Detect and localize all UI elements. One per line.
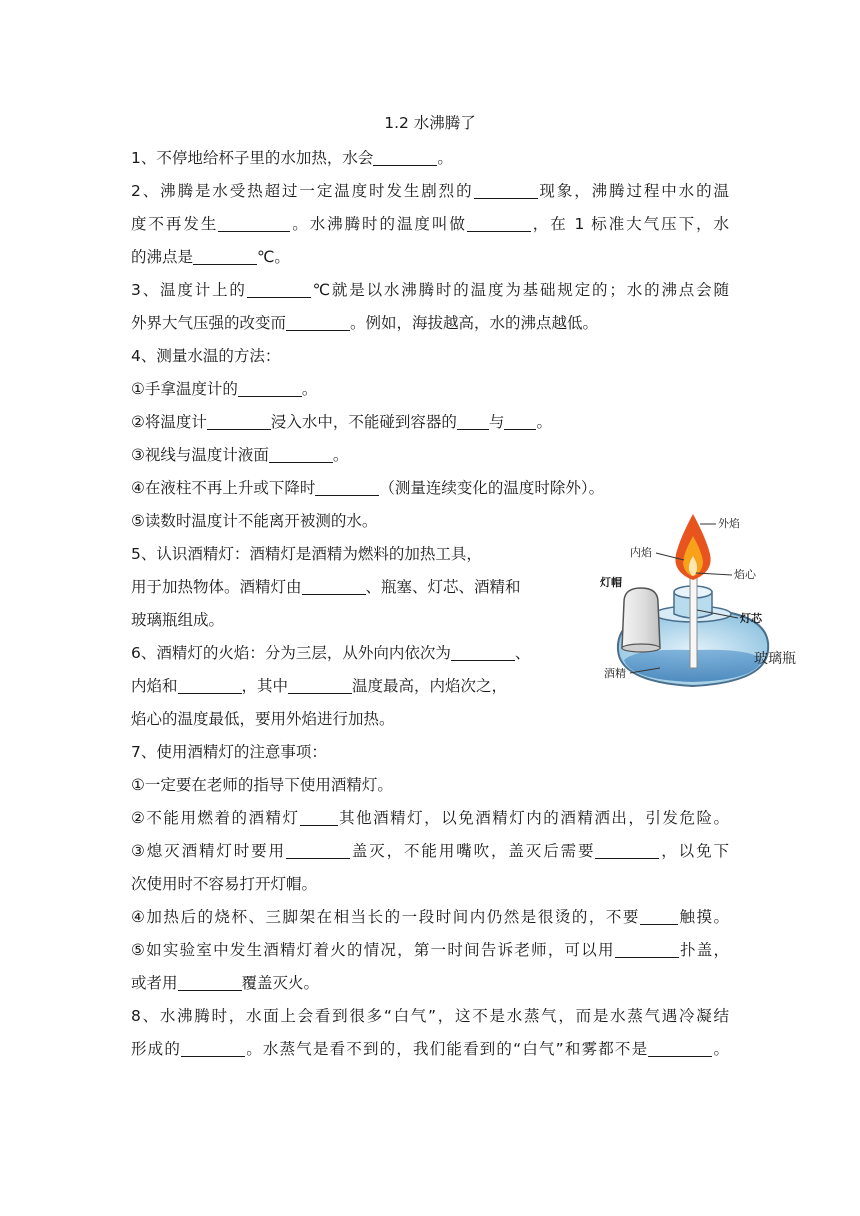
page-title: 1.2 水沸腾了 <box>384 114 476 132</box>
text: （测量连续变化的温度时除外）。 <box>379 479 605 497</box>
blank[interactable] <box>288 676 352 694</box>
text: 1、不停地给杯子里的水加热，水会 <box>131 149 374 167</box>
text: 形成的 <box>131 1040 182 1058</box>
text: 、 <box>514 644 531 662</box>
text: 。 <box>332 446 349 464</box>
text: ④加热后的烧杯、三脚架在相当长的一段时间内仍然是很烫的，不要 <box>131 908 640 926</box>
question-5-line-3: 玻璃瓶组成。 <box>131 611 225 629</box>
question-4-step-5: ⑤读数时温度计不能离开被测的水。 <box>131 512 378 530</box>
blank[interactable] <box>269 445 333 463</box>
text: 外界大气压强的改变而 <box>131 314 287 332</box>
question-7-item-2 <box>131 804 729 832</box>
text: 。水蒸气是看不到的，我们能看到的“白气”和雾都不是 <box>245 1040 649 1058</box>
text: 的沸点是 <box>131 248 194 266</box>
question-4-step-3 <box>131 441 348 469</box>
question-6-line-2 <box>131 672 507 700</box>
text: ③视线与温度计液面 <box>131 446 269 464</box>
question-8-line-2 <box>131 1035 729 1063</box>
question-3-line-2 <box>131 309 598 337</box>
text: 其他酒精灯，以免酒精灯内的酒精洒出，引发危险。 <box>337 809 729 827</box>
question-6-line-3: 焰心的温度最低，要用外焰进行加热。 <box>131 710 395 728</box>
text: ②不能用燃着的酒精灯 <box>131 809 300 827</box>
blank[interactable] <box>193 247 257 265</box>
text: 与 <box>488 413 505 431</box>
text: 。 <box>536 413 552 431</box>
text: 度不再发生 <box>131 215 219 233</box>
label-inner-flame: 内焰 <box>630 546 652 559</box>
blank[interactable] <box>302 577 366 595</box>
text: 。 <box>437 149 453 167</box>
blank[interactable] <box>467 214 531 232</box>
blank[interactable] <box>504 412 536 430</box>
blank[interactable] <box>451 643 515 661</box>
blank[interactable] <box>595 841 659 859</box>
label-glass-bottle: 玻璃瓶 <box>754 651 796 667</box>
question-7-item-3 <box>131 837 729 865</box>
question-2-line-3 <box>131 243 290 271</box>
label-flame-core: 焰心 <box>734 568 756 581</box>
text: 、瓶塞、灯芯、酒精和 <box>365 578 521 596</box>
question-4-heading: 4、测量水温的方法： <box>131 347 281 365</box>
question-7-item-4 <box>131 903 729 931</box>
question-2-line-1 <box>131 177 729 205</box>
blank[interactable] <box>300 808 338 826</box>
alcohol-lamp-figure <box>596 510 816 695</box>
question-7-item-1: ①一定要在老师的指导下使用酒精灯。 <box>131 776 393 794</box>
blank[interactable] <box>218 214 290 232</box>
question-4-step-4 <box>131 474 604 502</box>
blank[interactable] <box>181 1039 245 1057</box>
blank[interactable] <box>315 478 379 496</box>
question-1 <box>131 144 453 172</box>
blank[interactable] <box>648 1039 712 1057</box>
blank[interactable] <box>247 280 311 298</box>
text: 扑盖， <box>678 941 729 959</box>
text: ，其中 <box>241 677 289 695</box>
blank[interactable] <box>178 973 242 991</box>
question-3-line-1 <box>131 276 729 304</box>
question-7-item-3-cont: 次使用时不容易打开灯帽。 <box>131 875 318 893</box>
blank[interactable] <box>286 313 350 331</box>
text: 温度最高，内焰次之， <box>352 677 508 695</box>
text: ③熄灭酒精灯时要用 <box>131 842 286 860</box>
question-5-line-2 <box>131 573 521 601</box>
text: 或者用 <box>131 974 178 992</box>
blank[interactable] <box>207 412 271 430</box>
blank[interactable] <box>286 841 350 859</box>
label-alcohol: 酒精 <box>604 667 626 680</box>
text: ℃。 <box>257 248 290 266</box>
question-6-line-1 <box>131 639 530 667</box>
blank[interactable] <box>640 907 678 925</box>
text: 覆盖灭火。 <box>241 974 320 992</box>
blank[interactable] <box>373 148 437 166</box>
text: 盖灭，不能用嘴吹，盖灭后需要 <box>349 842 596 860</box>
question-7-item-5-cont <box>131 969 319 997</box>
text: 触摸。 <box>677 908 729 926</box>
question-7-item-5 <box>131 936 729 964</box>
text: 。例如，海拔越高，水的沸点越低。 <box>350 314 599 332</box>
question-2-line-2 <box>131 210 729 238</box>
text: 3、温度计上的 <box>131 281 247 299</box>
text: ①手拿温度计的 <box>131 380 238 398</box>
text: 6、酒精灯的火焰：分为三层，从外向内依次为 <box>131 644 451 662</box>
label-lamp-cap: 灯帽 <box>600 576 622 589</box>
text: ，在 1 标准大气压下，水 <box>530 215 729 233</box>
text: 。 <box>712 1040 729 1058</box>
blank[interactable] <box>238 379 302 397</box>
blank[interactable] <box>457 412 489 430</box>
label-outer-flame: 外焰 <box>718 517 740 530</box>
question-4-step-2 <box>131 408 552 436</box>
text: ②将温度计 <box>131 413 207 431</box>
alcohol-lamp-illustration <box>596 510 816 695</box>
question-5-line-1: 5、认识酒精灯：酒精灯是酒精为燃料的加热工具， <box>131 545 482 563</box>
text: ，以免下 <box>659 842 729 860</box>
text: 用于加热物体。酒精灯由 <box>131 578 302 596</box>
text: ℃就是以水沸腾时的温度为基础规定的；水的沸点会随 <box>310 281 729 299</box>
text: ⑤如实验室中发生酒精灯着火的情况，第一时间告诉老师，可以用 <box>131 941 615 959</box>
question-4-step-1 <box>131 375 317 403</box>
text: 。水沸腾时的温度叫做 <box>290 215 467 233</box>
blank[interactable] <box>474 181 538 199</box>
text: 浸入水中，不能碰到容器的 <box>270 413 457 431</box>
question-8-line-1: 8、水沸腾时，水面上会看到很多“白气”，这不是水蒸气，而是水蒸气遇冷凝结 <box>131 1007 729 1025</box>
question-7-heading: 7、使用酒精灯的注意事项： <box>131 743 327 761</box>
text: 现象，沸腾过程中水的温 <box>537 182 729 200</box>
blank[interactable] <box>178 676 242 694</box>
text: 2、沸腾是水受热超过一定温度时发生剧烈的 <box>131 182 474 200</box>
text: 。 <box>301 380 318 398</box>
label-wick: 灯芯 <box>740 612 762 625</box>
blank[interactable] <box>615 940 679 958</box>
text: ④在液柱不再上升或下降时 <box>131 479 316 497</box>
text: 内焰和 <box>131 677 178 695</box>
